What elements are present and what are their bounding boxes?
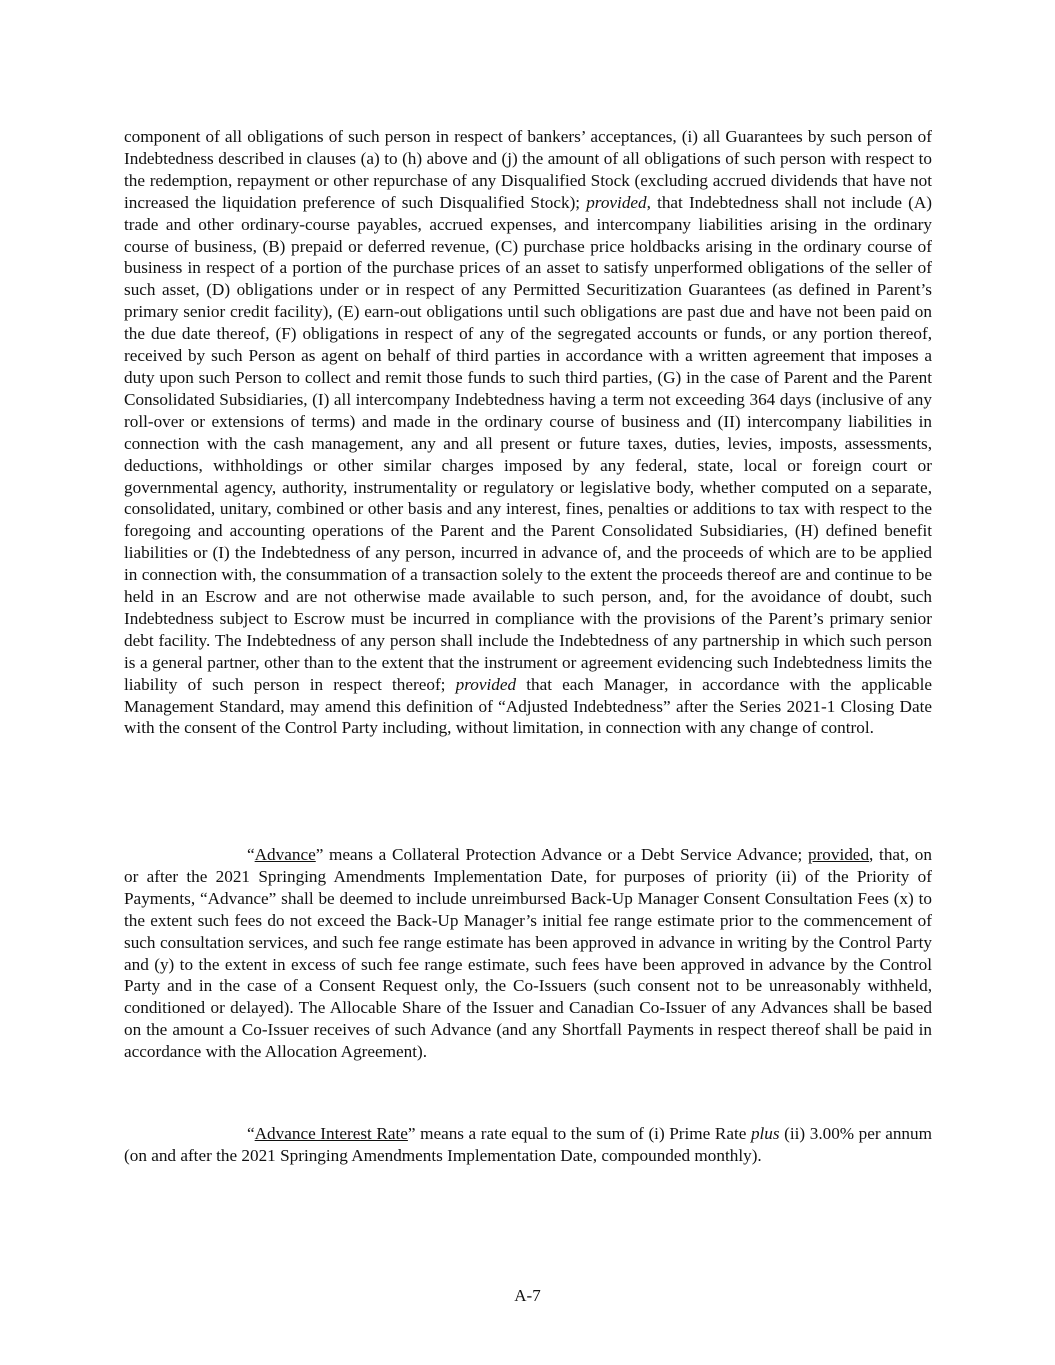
advance-interest-rate-defined-term: Advance Interest Rate [254,1124,408,1143]
provided-emphasis-2: provided [455,674,517,694]
paragraph-text-2: , that Indebtedness shall not include (A) trade and other ordinary-course payables, accrued expenses, and intercompany liabilities arising in the ordinary course of business, (B) prepaid or deferred revenue, (C) purchase price holdbacks arising in the ordinary course of business in respect of a portion of the purchase prices of an asset to satisfy unperformed obligations of the seller of such asset, (D) obligations under or in respect of any Permitted Securitization Guarantees (as defined in Parent’s primary senior credit facility), (E) earn-out obligations until such obligations are past due and have not been paid on the due date thereof, (F) obligations in respect of any of the segregated accounts or funds, or any portion thereof, received by such Person as agent on behalf of third parties in accordance with a written agreement that imposes a duty upon such Person to collect and remit those funds to such third parties, (G) in the case of Parent and the Parent Consolidated Subsidiaries, (I) all intercompany Indebtedness having a term not exceeding 364 days (inclusive of any roll-over or extensions of terms) and made in the ordinary course of business and (II) intercompany liabilities in connection with the cash management, any and all present or future taxes, duties, levies, imposts, assessments, deductions, withholdings or other similar charges imposed by any federal, state, local or foreign court or governmental agency, authority, instrumentality or regulatory or legislative body, whether computed on a separate, consolidated, unitary, combined or other basis and any interest, fines, penalties or additions to tax with respect to the foregoing and accounting operations of the Parent and the Parent Consolidated Subsidiaries, (H) defined benefit liabilities or (I) the Indebtedness of any person, incurred in advance of, and the proceeds of which are to be applied in connection with, the consummation of a transaction solely to the extent the proceeds thereof are and continue to be held in an Escrow and are not otherwise made available to such person, and, for the avoidance of doubt, such Indebtedness subject to Escrow must be incurred in compliance with the provisions of the Parent’s primary senior debt facility. The Indebtedness of any person shall include the Indebtedness of any partnership in which such person is a general partner, other than to the extent that the instrument or agreement evidencing such Indebtedness limits the liability of such person in respect thereof; [124,192,932,694]
air-text-2: (ii) 3.00% per annum (on and after the 2021 Springing Amendments Implementation Date, compounded monthly). [124,1124,932,1165]
air-open-quote: “ [247,1124,255,1143]
advance-text-2: , that, on or after the 2021 Springing Amendments Implementation Date, for purposes of priority (ii) of the Priority of Payments, “Advance” shall be deemed to include unreimbursed Back-Up Manager Consent Consultation Fees (x) to the extent such fees do not exceed the Back-Up Manager’s initial fee range estimate prior to the commencement of such consultation services, and such fee range estimate has been approved in advance in writing by the Control Party and (y) to the extent in excess of such fee range estimate, such fees have been approved in advance by the Control Party and in the case of a Consent Request only, the Co-Issuers (such consent not to be unreasonably withheld, conditioned or delayed). The Allocable Share of the Issuer and Canadian Co-Issuer of any Advances shall be based on the amount a Co-Issuer receives of such Advance (and any Shortfall Payments in respect thereof shall be paid in accordance with the Allocation Agreement). [124,845,932,1062]
plus-emphasis: plus [750,1124,780,1143]
indebtedness-definition-continuation [124,126,932,739]
advance-text-1: ” means a Collateral Protection Advance or a Debt Service Advance; [315,845,808,864]
paragraph-text-3: that each Manager, in accordance with the applicable Management Standard, may amend this definition of “Adjusted Indebtedness” after the Series 2021-1 Closing Date with the consent of the Control Party including, without limitation, in connection with any change of control. [124,674,932,738]
advance-open-quote: “ [247,845,255,864]
paragraph-text-1: component of all obligations of such person in respect of bankers’ acceptances, (i) all Guarantees by such person of Indebtedness described in clauses (a) to (h) above and (j) the amount of all obligations of such person with respect to the redemption, repayment or other repurchase of any Disqualified Stock (excluding accrued dividends that have not increased the liquidation preference of such Disqualified Stock); [124,127,932,212]
page-number: A-7 [514,1286,541,1305]
advance-definition [124,844,932,1063]
advance-defined-term: Advance [254,845,316,864]
advance-interest-rate-definition [124,1123,932,1167]
air-text-1: ” means a rate equal to the sum of (i) Prime Rate [407,1124,751,1143]
provided-emphasis-1: provided [586,192,647,212]
advance-provided: provided [807,845,870,864]
